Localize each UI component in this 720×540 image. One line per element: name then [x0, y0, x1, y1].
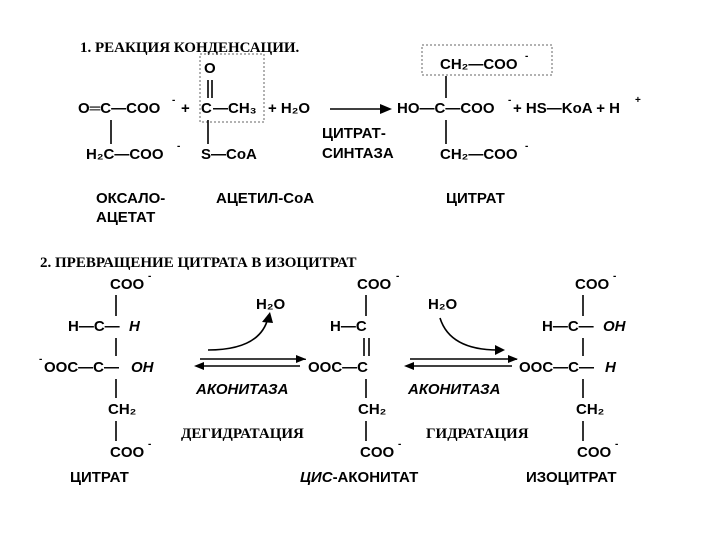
section2-heading: 2. ПРЕВРАЩЕНИЕ ЦИТРАТА В ИЗОЦИТРАТ	[40, 255, 357, 271]
citrate-name: ЦИТРАТ	[446, 190, 505, 207]
oxaloacetate-top: O═C—COO	[78, 100, 161, 117]
oxaloacetate-charge: -	[172, 95, 176, 106]
aconitate-name: ЦИС-АКОНИТАТ	[300, 469, 419, 486]
s2-citrate-row2: H—C—	[68, 318, 120, 335]
acetylcoa-c: C	[201, 100, 212, 117]
water-left: H₂O	[256, 296, 286, 313]
isocitrate-top: COO	[575, 276, 610, 293]
citrate-top: CH₂—COO	[440, 56, 518, 73]
aconitate-row2: H—C	[330, 318, 367, 335]
citrate-middle: HO—C—COO	[397, 100, 495, 117]
acetylcoa-bottom: S—CoA	[201, 146, 257, 163]
s2-citrate-top: COO	[110, 276, 145, 293]
oxaloacetate-name-2: АЦЕТАТ	[96, 209, 156, 226]
enzyme-right: АКОНИТАЗА	[408, 381, 501, 398]
enzyme-left: АКОНИТАЗА	[196, 381, 289, 398]
eq-left-bottom-head	[194, 362, 204, 370]
enzyme-name-2: СИНТАЗА	[322, 145, 394, 162]
section1-heading: 1. РЕАКЦИЯ КОНДЕНСАЦИИ.	[80, 40, 300, 56]
s2-citrate-top-charge: -	[148, 271, 152, 282]
s2-citrate-row3: OOC—C—	[44, 359, 119, 376]
isocitrate-row2-oh: OH	[603, 318, 626, 335]
products-charge: +	[635, 95, 641, 106]
process-left: ДЕГИДРАТАЦИЯ	[181, 426, 304, 442]
isocitrate-bottom: COO	[577, 444, 612, 461]
citrate-middle-charge: -	[508, 95, 512, 106]
plus-water: + H₂O	[268, 100, 311, 117]
acetylcoa-name: АЦЕТИЛ-CoA	[216, 190, 315, 207]
isocitrate-row3-charge: -	[514, 354, 518, 365]
isocitrate-row4: CH₂	[576, 401, 605, 418]
isocitrate-top-charge: -	[613, 271, 617, 282]
water-left-curve	[208, 318, 268, 350]
aconitate-top: COO	[357, 276, 392, 293]
water-left-arrow-head	[262, 312, 273, 323]
oxaloacetate-bottom-charge: -	[177, 141, 181, 152]
s2-citrate-row3-oh: OH	[131, 359, 154, 376]
plus-sign-1: +	[181, 100, 190, 117]
s2-citrate-bottom-charge: -	[148, 439, 152, 450]
citrate-top-charge: -	[525, 51, 529, 62]
aconitate-top-charge: -	[396, 271, 400, 282]
process-right: ГИДРАТАЦИЯ	[426, 426, 529, 442]
acetylcoa-ch3: —CH₃	[213, 100, 257, 117]
oxaloacetate-name-1: ОКСАЛО-	[96, 190, 166, 207]
s2-citrate-row2-h: H	[129, 318, 140, 335]
s2-citrate-row3-charge: -	[39, 354, 43, 365]
reaction-arrow-head	[380, 104, 392, 114]
aconitate-row3: OOC—C	[308, 359, 368, 376]
water-right-curve	[440, 318, 498, 350]
isocitrate-row2: H—C—	[542, 318, 594, 335]
s2-citrate-name: ЦИТРАТ	[70, 469, 129, 486]
aconitate-bottom-charge: -	[398, 439, 402, 450]
isocitrate-bottom-charge: -	[615, 439, 619, 450]
s2-citrate-row4: CH₂	[108, 401, 137, 418]
aconitate-row4: CH₂	[358, 401, 387, 418]
citrate-bottom-charge: -	[525, 141, 529, 152]
oxaloacetate-bottom: H₂C—COO	[86, 146, 164, 163]
aconitate-bottom: COO	[360, 444, 395, 461]
s2-citrate-bottom: COO	[110, 444, 145, 461]
isocitrate-row3: OOC—C—	[519, 359, 594, 376]
water-right: H₂O	[428, 296, 458, 313]
isocitrate-row3-h: H	[605, 359, 616, 376]
aconitate-row3-charge: -	[303, 354, 307, 365]
eq-right-bottom-head	[404, 362, 414, 370]
isocitrate-name: ИЗОЦИТРАТ	[526, 469, 617, 486]
products-text: + HS—KoA + H	[513, 100, 620, 117]
enzyme-name-1: ЦИТРАТ-	[322, 125, 386, 142]
acetylcoa-o: O	[204, 60, 216, 77]
citrate-bottom: CH₂—COO	[440, 146, 518, 163]
water-right-arrow-head	[495, 345, 505, 355]
